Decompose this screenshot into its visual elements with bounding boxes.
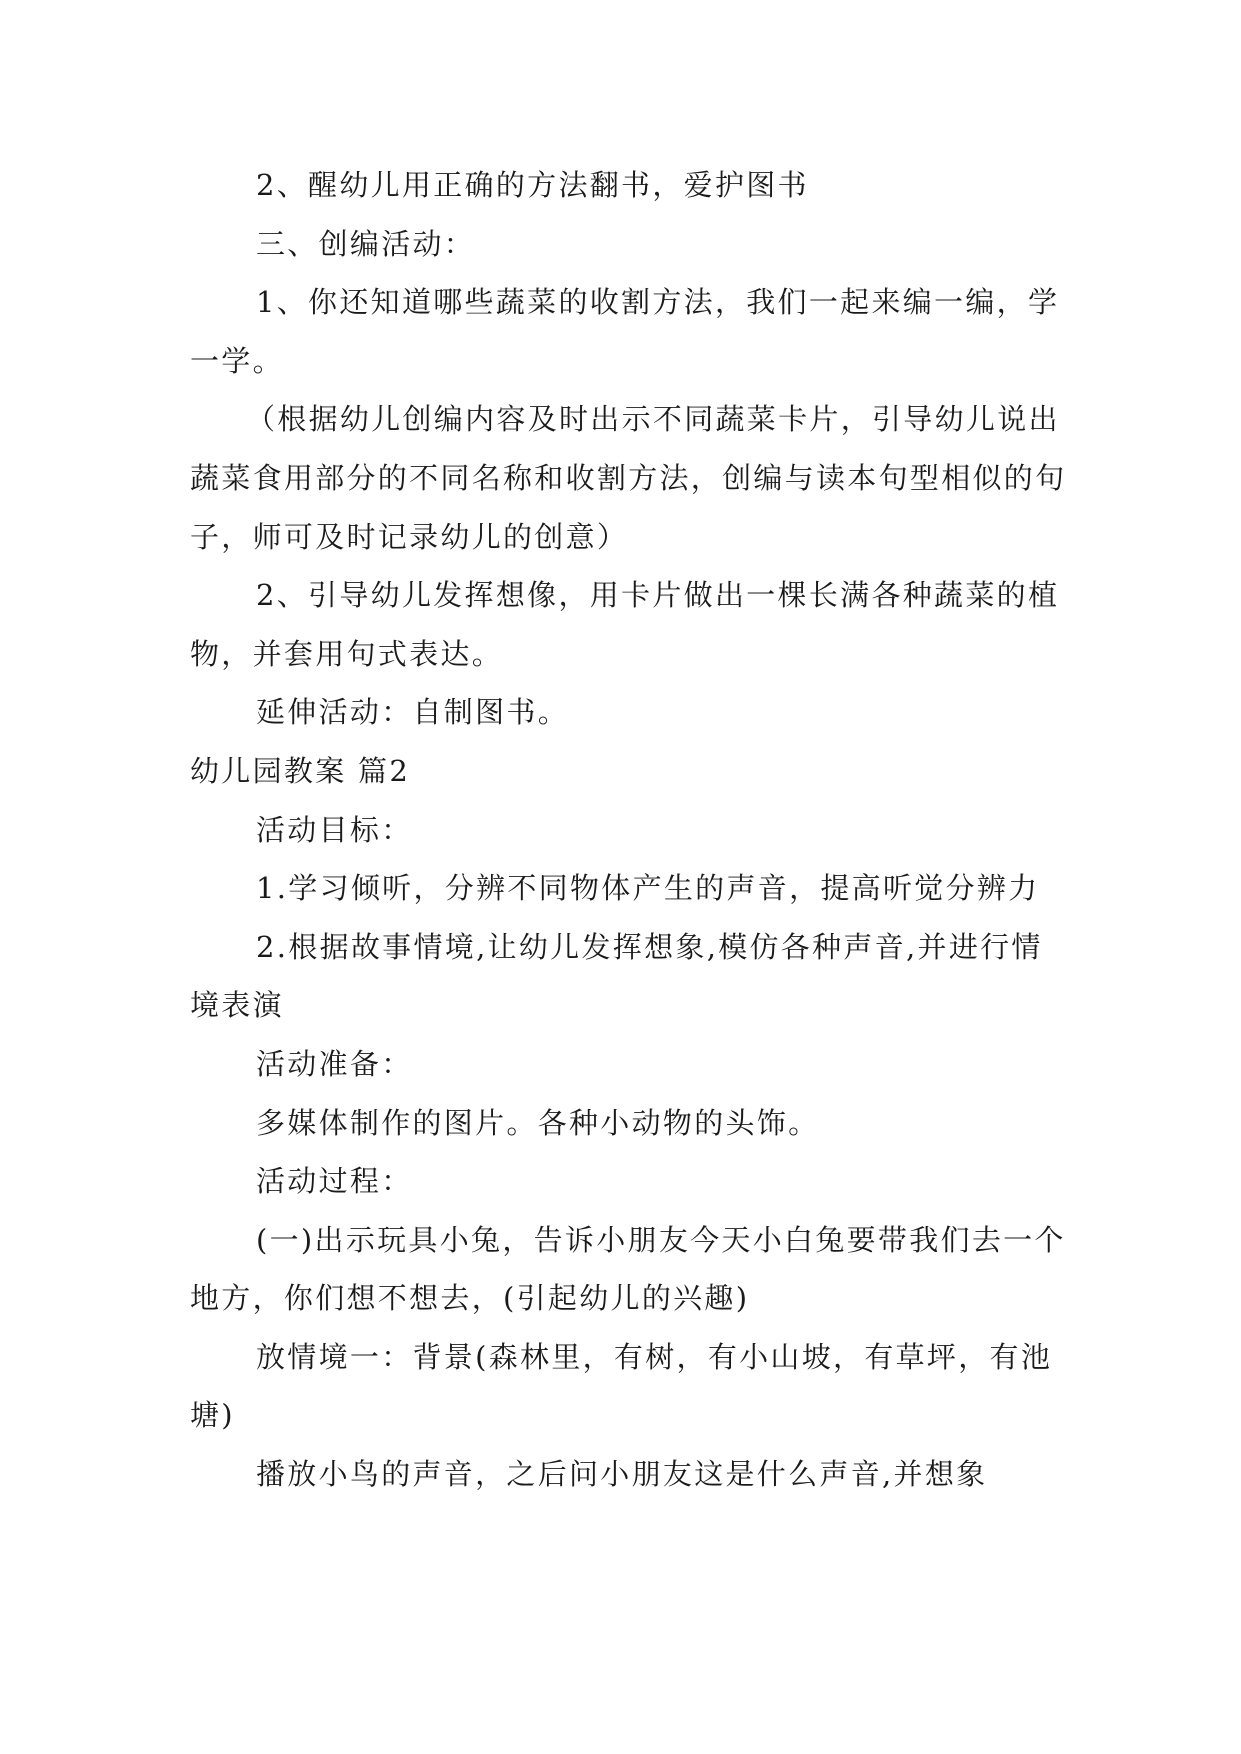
section-heading: 活动过程： [256,1164,413,1199]
paragraph: (一)出示玩具小兔，告诉小朋友今天小白兔要带我们去一个地方，你们想不想去，(引起幼儿的兴趣) [190,1222,1066,1316]
paragraph: （根据幼儿创编内容及时出示不同蔬菜卡片，引导幼儿说出蔬菜食用部分的不同名称和收割方法，创编与读本句型相似的句子，师可及时记录幼儿的创意） [190,402,1067,554]
paragraph: 2、引导幼儿发挥想像，用卡片做出一棵长满各种蔬菜的植物，并套用句式表达。 [190,578,1060,671]
paragraph: 2、醒幼儿用正确的方法翻书，爱护图书 [256,168,809,202]
section-heading: 三、创编活动： [256,226,476,261]
paragraph: 1.学习倾听，分辨不同物体产生的声音，提高听觉分辨力 [256,871,1040,906]
paragraph: 2.根据故事情境,让幼儿发挥想象,模仿各种声音,并进行情境表演 [190,929,1043,1023]
section-heading: 活动准备： [256,1046,413,1081]
lesson-title: 幼儿园教案 篇2 [190,753,411,788]
paragraph: 延伸活动：自制图书。 [256,695,570,730]
section-heading: 活动目标： [256,812,413,847]
paragraph: 多媒体制作的图片。各种小动物的头饰。 [256,1105,820,1140]
paragraph: 播放小鸟的声音，之后问小朋友这是什么声音,并想象 [256,1457,988,1492]
paragraph: 1、你还知道哪些蔬菜的收割方法，我们一起来编一编，学一学。 [190,285,1060,378]
document-body [190,156,1070,1504]
paragraph: 放情境一：背景(森林里，有树，有小山坡，有草坪，有池塘) [190,1339,1053,1433]
